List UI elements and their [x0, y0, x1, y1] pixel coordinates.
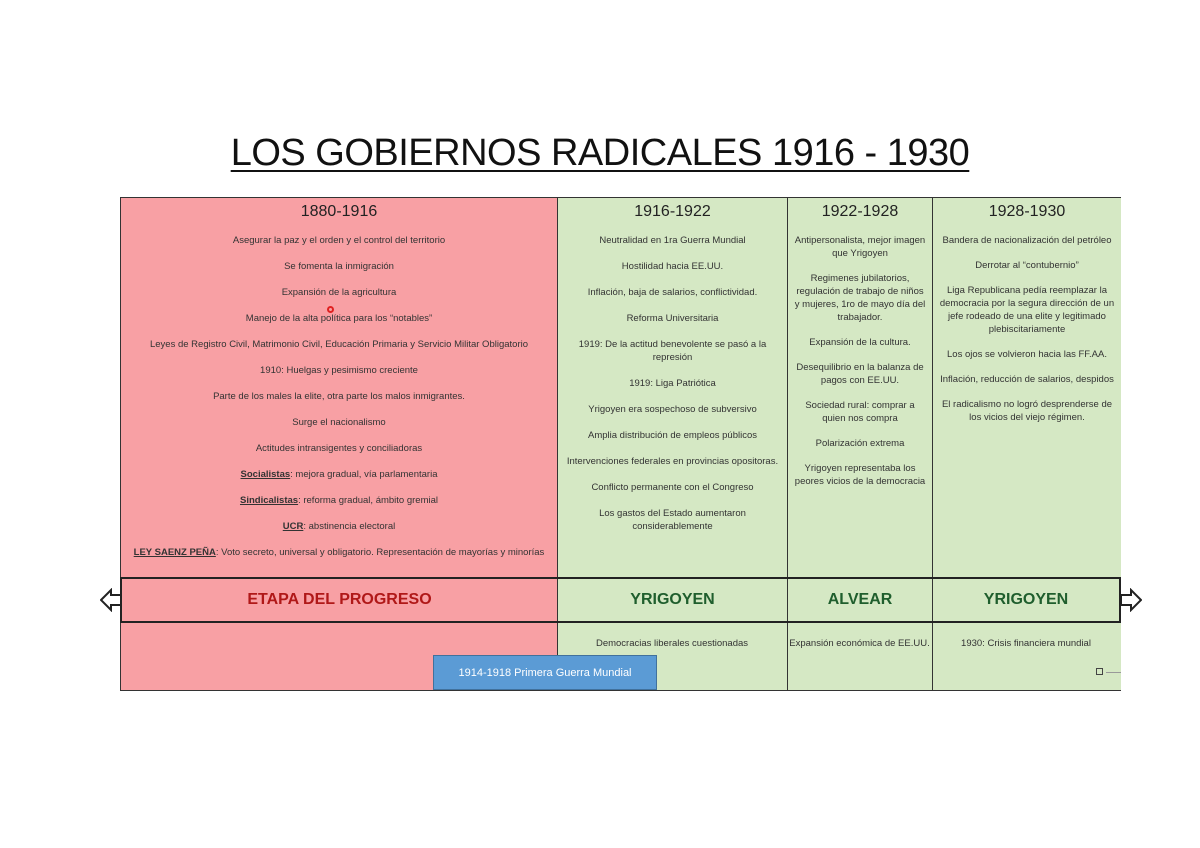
list-item: 1919: De la actitud benevolente se pasó a la represión — [578, 339, 767, 363]
list-item: Parte de los males la elite, otra parte los malos inmigrantes. — [213, 391, 465, 402]
list-item: Reforma Universitaria — [626, 313, 719, 324]
list-item: Asegurar la paz y el orden y el control del territorio — [232, 235, 446, 246]
list-item: El radicalismo no logró desprenderse de los vicios del viejo régimen. — [941, 399, 1113, 423]
context-note: Democracias liberales cuestionadas — [595, 638, 749, 649]
list-item: Actitudes intransigentes y conciliadoras — [255, 443, 423, 454]
period-header: 1880-1916 — [300, 203, 378, 220]
list-item: Neutralidad en 1ra Guerra Mundial — [599, 235, 746, 246]
list-item: 1919: Liga Patriótica — [629, 378, 716, 389]
list-item: Socialistas: mejora gradual, vía parlamentaria — [240, 469, 438, 480]
list-item: Expansión de la cultura. — [809, 337, 911, 348]
list-item: Inflación, reducción de salarios, despidos — [940, 374, 1114, 385]
list-item: Desequilibrio en la balanza de pagos con EE.UU. — [796, 362, 924, 386]
list-item: Leyes de Registro Civil, Matrimonio Civil, Educación Primaria y Servicio Militar Obligatorio — [149, 339, 528, 350]
list-item: Sociedad rural: comprar a quien nos compra — [805, 400, 915, 424]
era-label: YRIGOYEN — [558, 579, 788, 621]
divider — [1106, 672, 1121, 673]
list-item: Inflación, baja de salarios, conflictividad. — [587, 287, 758, 298]
wwi-box: 1914-1918 Primera Guerra Mundial — [433, 655, 657, 690]
list-item: Manejo de la alta política para los “notables” — [245, 313, 433, 324]
list-item: Liga Republicana pedía reemplazar la democracia por la segura dirección de un jefe rodeado de una elite y legitimado plebiscitariamente — [939, 285, 1115, 335]
context-note: Expansión económica de EE.UU. — [789, 638, 930, 649]
list-item: Se fomenta la inmigración — [284, 261, 394, 272]
list-item: Intervenciones federales en provincias opositoras. — [566, 456, 779, 467]
left-arrow-icon — [100, 588, 122, 612]
era-band — [120, 577, 1121, 623]
list-item: LEY SAENZ PEÑA: Voto secreto, universal y obligatorio. Representación de mayorías y minorías — [133, 547, 545, 558]
page-title: LOS GOBIERNOS RADICALES 1916 - 1930 — [230, 132, 970, 174]
context-note: 1930: Crisis financiera mundial — [961, 638, 1091, 649]
list-item: Bandera de nacionalización del petróleo — [942, 235, 1112, 246]
era-label: ALVEAR — [788, 579, 933, 621]
period-header: 1922-1928 — [821, 203, 899, 220]
list-item: Conflicto permanente con el Congreso — [591, 482, 754, 493]
list-item: Los ojos se volvieron hacia las FF.AA. — [947, 349, 1107, 360]
red-circle-marker — [327, 306, 334, 313]
list-item: Yrigoyen era sospechoso de subversivo — [588, 404, 757, 415]
list-item: 1910: Huelgas y pesimismo creciente — [260, 365, 418, 376]
list-item: Hostilidad hacia EE.UU. — [621, 261, 724, 272]
period-header: 1928-1930 — [988, 203, 1066, 220]
list-item: Polarización extrema — [815, 438, 905, 449]
list-item: Sindicalistas: reforma gradual, ámbito gremial — [239, 495, 438, 506]
list-item: Los gastos del Estado aumentaron considerablemente — [599, 508, 746, 532]
era-label: ETAPA DEL PROGRESO — [122, 579, 558, 621]
list-item: Antipersonalista, mejor imagen que Yrigoyen — [794, 235, 926, 259]
period-header: 1916-1922 — [634, 203, 711, 220]
list-item: Expansión de la agricultura — [281, 287, 397, 298]
list-item: Yrigoyen representaba los peores vicios de la democracia — [794, 463, 926, 487]
list-item: Surge el nacionalismo — [292, 417, 386, 428]
list-item: Regimenes jubilatorios, regulación de trabajo de niños y mujeres, 1ro de mayo día del trabajador. — [794, 273, 926, 323]
era-label: YRIGOYEN — [933, 579, 1119, 621]
right-arrow-icon — [1120, 588, 1142, 612]
small-square-icon — [1096, 668, 1103, 675]
list-item: Amplia distribución de empleos públicos — [588, 430, 757, 441]
list-item: Derrotar al “contubernio” — [975, 260, 1079, 271]
list-item: UCR: abstinencia electoral — [282, 521, 396, 532]
